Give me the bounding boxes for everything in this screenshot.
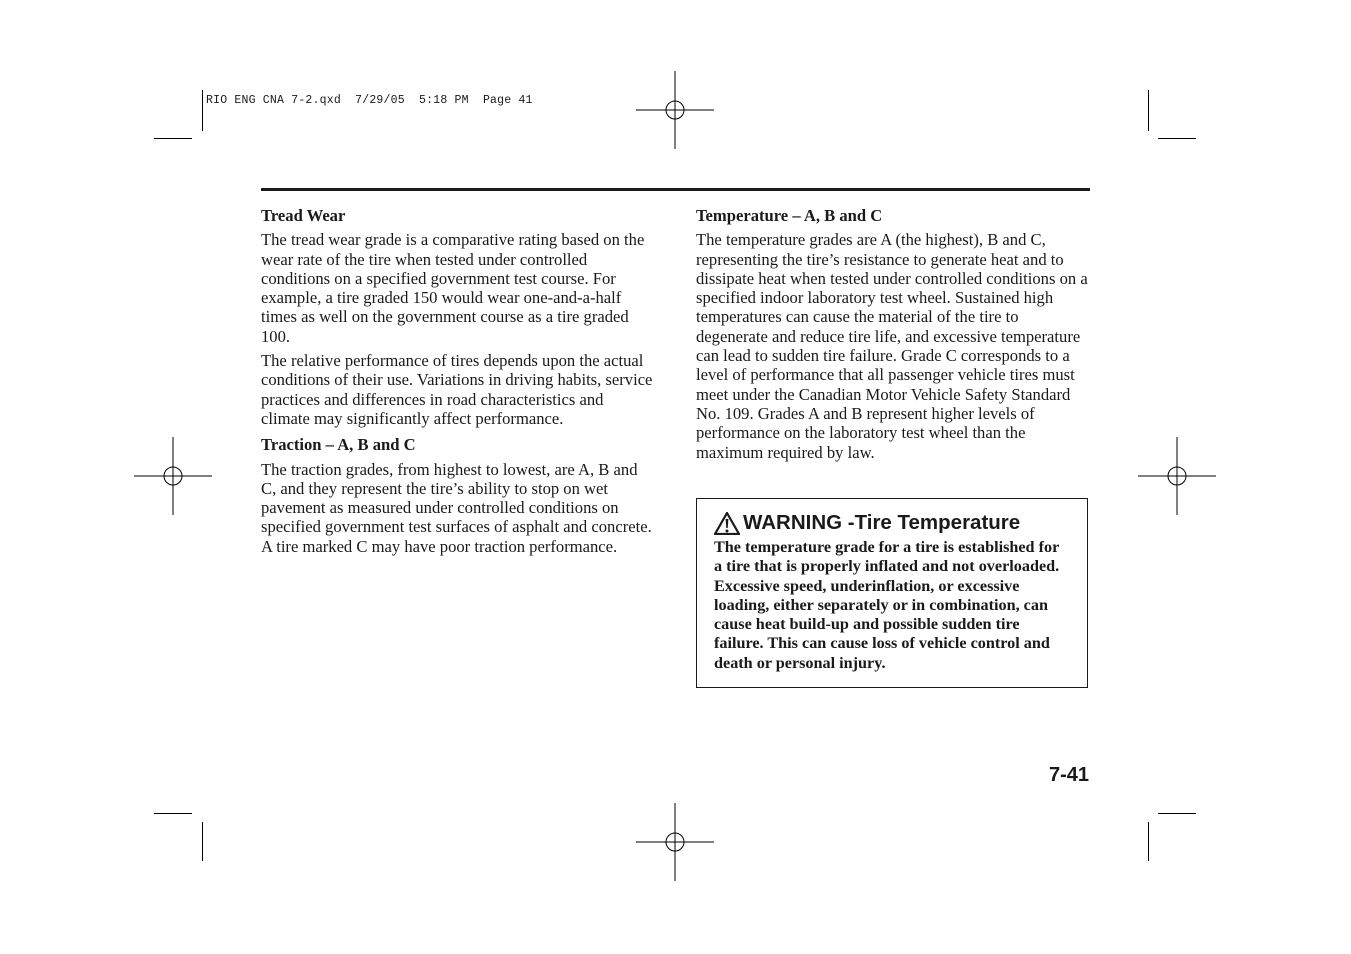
crop-mark-bottom-left-vertical (202, 822, 203, 861)
crop-mark-bottom-left-horizontal (154, 813, 192, 814)
warning-text: The temperature grade for a tire is established for a tire that is properly inflated and not overloaded. Excessive speed, underinflation, or excessive loading, either separately or in combination, can cause heat build-up and possible sudden tire failure. This can cause loss of vehicle control and death or personal injury. (714, 538, 1060, 672)
tread-wear-paragraph-1: The tread wear grade is a comparative rating based on the wear rate of the tire when tested under controlled conditions on a specified government test course. For example, a tire graded 150 would wear one-and-a-half times as well on the government course as a tire graded 100. (261, 230, 645, 346)
crop-mark-top-right-vertical (1148, 90, 1149, 131)
crop-mark-bottom-right-horizontal (1158, 813, 1196, 814)
temperature-paragraph: The temperature grades are A (the highest), B and C, representing the tire’s resistance to generate heat and to dissipate heat when tested under controlled conditions on a specified indoor laboratory test wheel. Sustained high temperatures can cause the material of the tire to degenerate and reduce tire life, and excessive temperature can lead to sudden tire failure. Grade C corresponds to a level of performance that all passenger vehicle tires must meet under the Canadian Motor Vehicle Safety Standard No. 109. Grades A and B represent higher levels of performance on the laboratory test wheel than the maximum required by law. (696, 230, 1088, 462)
registration-mark-top-icon (636, 71, 714, 149)
tread-wear-heading: Tread Wear (261, 206, 346, 225)
page-number: 7-41 (1048, 764, 1089, 786)
crop-mark-top-left-vertical (202, 90, 203, 131)
crop-mark-top-left-horizontal (154, 138, 192, 139)
warning-title-text: WARNING -Tire Temperature (743, 511, 1021, 534)
registration-mark-left-icon (134, 437, 212, 515)
crop-mark-top-right-horizontal (1158, 138, 1196, 139)
warning-title (714, 511, 1071, 535)
traction-heading: Traction – A, B and C (261, 435, 416, 455)
tread-wear-paragraph-2: The relative performance of tires depends upon the actual conditions of their use. Variations in driving habits, service practices and differences in road characteristics and climate may significantly affect performance. (261, 351, 653, 428)
right-column (696, 206, 1091, 467)
temperature-heading: Temperature – A, B and C (696, 206, 883, 225)
warning-triangle-icon (714, 512, 740, 535)
warning-box (696, 498, 1088, 688)
left-column (261, 206, 656, 561)
traction-paragraph: The traction grades, from highest to lowest, are A, B and C, and they represent the tire’s ability to stop on wet pavement as measured under controlled conditions on specified government test surfaces of asphalt and concrete. A tire marked C may have poor traction performance. (261, 459, 652, 556)
header-rule (261, 188, 1090, 191)
crop-mark-bottom-right-vertical (1148, 822, 1149, 861)
registration-mark-right-icon (1138, 437, 1216, 515)
registration-mark-bottom-icon (636, 803, 714, 881)
printer-slug: RIO ENG CNA 7-2.qxd 7/29/05 5:18 PM Page 41 (206, 94, 533, 107)
